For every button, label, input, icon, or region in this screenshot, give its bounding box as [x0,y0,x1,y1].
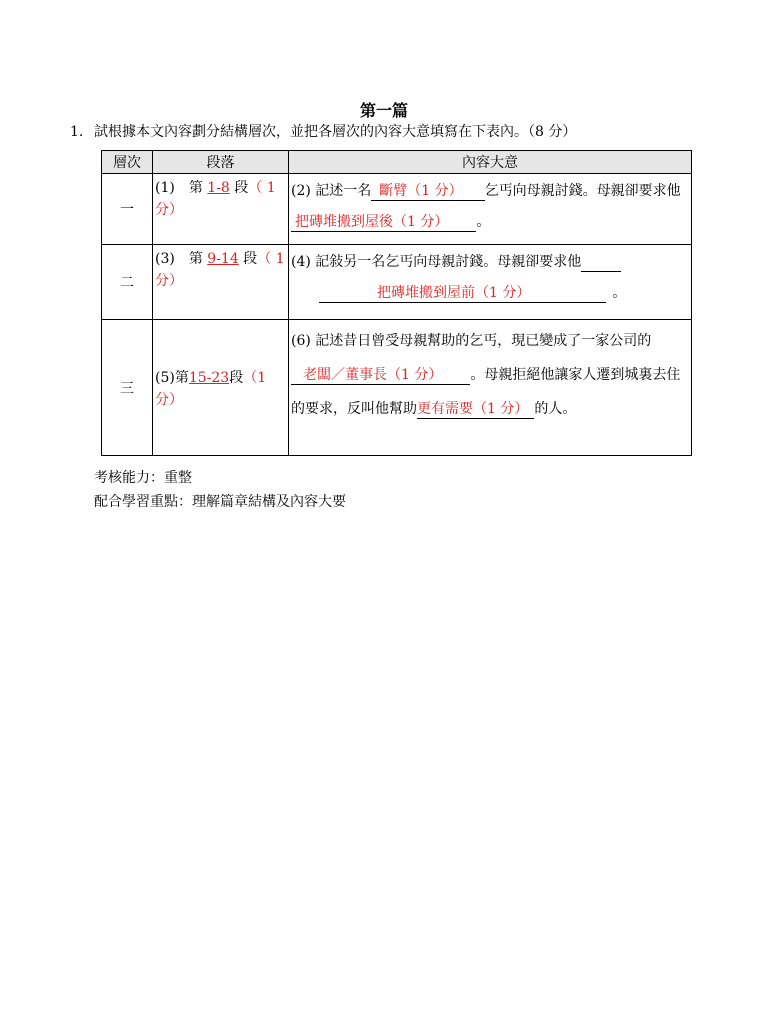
table-row [102,320,692,456]
content-cell [289,245,692,320]
table-row [102,245,692,320]
learning-focus: 配合學習重點：理解篇章結構及內容大要 [94,494,346,510]
level-cell: 二 [102,245,153,320]
content-end: 的人。 [534,401,577,417]
content-mid: 。母親拒絕他讓家人遷到城裏去住的要求，反叫他幫助 [291,367,681,417]
paragraph-cell [153,320,289,456]
answer-blank: 斷臂（1 分） [371,182,484,201]
content-cell [289,174,692,245]
answer-blank: 把磚堆搬到屋後（1 分） [291,213,476,232]
para-prefix: (5)第 [155,370,189,386]
para-score: （ 1 分） [155,180,276,218]
para-score: （ 1 分） [155,251,285,289]
answer-blank: 老闆／董事長（1 分） [291,366,470,385]
answer-blank: 把磚堆搬到屋前（1 分） [319,284,606,303]
header-paragraph: 段落 [153,151,289,174]
paragraph-cell [153,245,289,320]
para-range-answer: 1-8 [207,180,230,196]
para-suffix: 段 [238,251,258,267]
content-mid: 乞丐向母親討錢。母親卻要求他 [484,183,681,199]
section-title: 第一篇 [359,101,408,120]
table-header-row [102,151,692,174]
level-cell: 三 [102,320,153,456]
content-prefix: (4) 記敍另一名乞丐向母親討錢。母親卻要求他 [291,254,582,270]
para-score: （1 分） [155,370,267,408]
question-number: 1. [70,124,84,140]
header-level: 層次 [102,151,153,174]
structure-table [101,150,692,456]
content-prefix: (2) 記述一名 [291,183,372,199]
assessment-ability: 考核能力：重整 [94,470,192,486]
question-text: 試根據本文內容劃分結構層次，並把各層次的內容大意填寫在下表內。（8 分） [94,124,577,140]
paragraph-cell [153,174,289,245]
header-content: 內容大意 [289,151,692,174]
para-suffix: 段 [229,370,244,386]
para-prefix: (3) 第 [155,251,208,267]
para-suffix: 段 [229,180,249,196]
content-end: 。 [612,285,627,301]
question-1 [70,121,576,141]
table-row [102,174,692,245]
para-range-answer: 15-23 [188,370,230,386]
level-cell: 一 [102,174,153,245]
content-end: 。 [476,214,491,230]
answer-blank: 更有需要（1 分） [417,400,534,419]
content-prefix: (6) 記述昔日曾受母親幫助的乞丐，現已變成了一家公司的 [291,333,652,349]
content-cell [289,320,692,456]
para-prefix: (1) 第 [155,180,208,196]
para-range-answer: 9-14 [207,251,239,267]
